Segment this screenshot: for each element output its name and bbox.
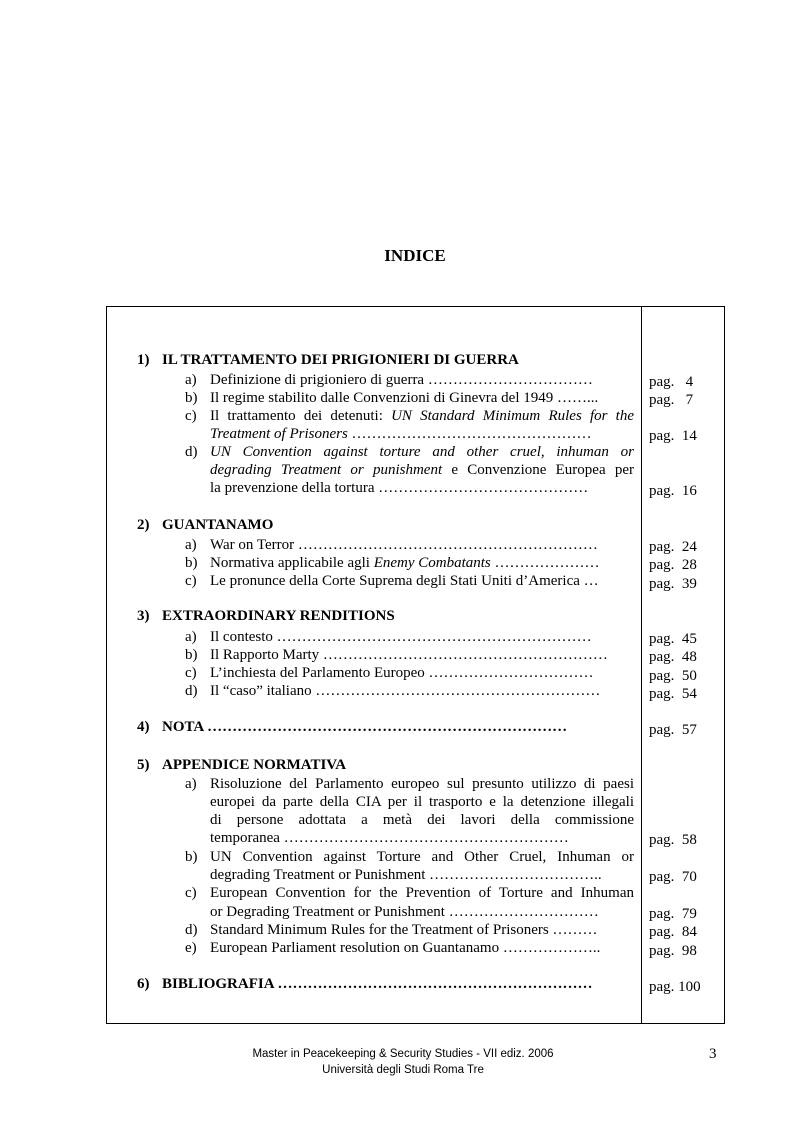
footer-line: Master in Peacekeeping & Security Studies - VII ediz. 2006 xyxy=(252,1048,554,1060)
page-number: 3 xyxy=(709,1046,717,1062)
page-ref: pag. 57 xyxy=(649,722,697,738)
toc-entry[interactable]: Il contesto ……………………………………………………… xyxy=(210,629,592,645)
page-ref: pag. 14 xyxy=(649,428,697,444)
item-letter: b) xyxy=(185,647,198,663)
item-letter: a) xyxy=(185,776,197,792)
toc-entry-continuation[interactable]: degrading Treatment or Punishment …………………………….. xyxy=(210,867,602,883)
item-letter: a) xyxy=(185,629,197,645)
toc-entry-continuation[interactable]: or Degrading Treatment or Punishment ………………………… xyxy=(210,904,599,920)
page-ref: pag. 84 xyxy=(649,924,697,940)
item-letter: b) xyxy=(185,390,198,406)
entry-text-italic: Enemy Combatants xyxy=(373,555,491,571)
toc-entry[interactable]: Standard Minimum Rules for the Treatment of Prisoners ……… xyxy=(210,922,598,938)
item-letter: a) xyxy=(185,372,197,388)
toc-entry[interactable]: Definizione di prigioniero di guerra …………………………… xyxy=(210,372,593,388)
page-ref: pag. 16 xyxy=(649,483,697,499)
toc-entry[interactable]: L’inchiesta del Parlamento Europeo …………………………… xyxy=(210,665,594,681)
entry-text-italic: Treatment of Prisoners xyxy=(210,426,348,442)
page-ref: pag. 100 xyxy=(649,979,701,995)
section-number: 3) xyxy=(137,608,150,624)
section-number: 2) xyxy=(137,517,150,533)
entry-text-italic: degrading Treatment or punishment xyxy=(210,462,443,478)
section-number: 4) xyxy=(137,719,150,735)
item-letter: c) xyxy=(185,885,197,901)
toc-entry-continuation[interactable] xyxy=(210,425,634,443)
entry-text: Il trattamento dei detenuti: xyxy=(210,408,392,424)
section-number: 5) xyxy=(137,757,150,773)
page-ref: pag. 54 xyxy=(649,686,697,702)
page-ref: pag. 98 xyxy=(649,943,697,959)
toc-entry-continuation[interactable]: temporanea ………………………………………………… xyxy=(210,830,569,846)
toc-entry-continuation[interactable]: europei da parte della CIA per il trasporto e la detenzione illegali xyxy=(210,794,634,810)
page-ref: pag. 39 xyxy=(649,576,697,592)
item-letter: c) xyxy=(185,408,197,424)
section-title: IL TRATTAMENTO DEI PRIGIONIERI DI GUERRA xyxy=(162,352,519,368)
toc-entry[interactable]: Risoluzione del Parlamento europeo sul presunto utilizzo di paesi xyxy=(210,776,634,792)
entry-text: e Convenzione Europea per xyxy=(442,462,634,478)
section-title: APPENDICE NORMATIVA xyxy=(162,757,347,773)
section-number: 1) xyxy=(137,352,150,368)
entry-text: ………………… xyxy=(490,555,600,571)
item-letter: b) xyxy=(185,849,198,865)
page-ref: pag. 58 xyxy=(649,832,697,848)
column-divider xyxy=(641,306,642,1024)
toc-entry[interactable] xyxy=(210,443,634,461)
toc-entry[interactable]: War on Terror …………………………………………………… xyxy=(210,537,598,553)
page-title: INDICE xyxy=(384,246,446,265)
page-ref: pag. 50 xyxy=(649,668,697,684)
page-footer xyxy=(0,1046,793,1078)
toc-entry-continuation[interactable] xyxy=(210,461,634,479)
entry-text-italic: UN Convention against torture and other cruel, inhuman or xyxy=(210,444,634,460)
page-ref: pag. 45 xyxy=(649,631,697,647)
item-letter: d) xyxy=(185,683,198,699)
toc-entry[interactable] xyxy=(210,554,634,572)
item-letter: c) xyxy=(185,573,197,589)
entry-text-italic: UN Standard Minimum Rules for the xyxy=(391,408,635,424)
item-letter: a) xyxy=(185,537,197,553)
section-title[interactable]: NOTA ……………………………………………………………… xyxy=(162,719,568,735)
page-ref: pag. 79 xyxy=(649,906,697,922)
toc-entry-continuation[interactable]: di persone adottata a metà dei lavori della commissione xyxy=(210,812,634,828)
toc-entry[interactable]: UN Convention against Torture and Other Cruel, Inhuman or xyxy=(210,849,634,865)
toc-entry[interactable]: Il “caso” italiano ………………………………………………… xyxy=(210,683,601,699)
section-title: GUANTANAMO xyxy=(162,517,274,533)
toc-entry[interactable]: Le pronunce della Corte Suprema degli Stati Uniti d’America … xyxy=(210,573,599,589)
section-number: 6) xyxy=(137,976,150,992)
page-ref: pag. 28 xyxy=(649,557,697,573)
item-letter: e) xyxy=(185,940,197,956)
toc-entry[interactable]: Il Rapporto Marty ………………………………………………… xyxy=(210,647,608,663)
toc-entry[interactable]: European Parliament resolution on Guantanamo ……………….. xyxy=(210,940,601,956)
section-title[interactable]: BIBLIOGRAFIA ……………………………………………………… xyxy=(162,976,593,992)
footer-line: Università degli Studi Roma Tre xyxy=(322,1064,484,1076)
section-title: EXTRAORDINARY RENDITIONS xyxy=(162,608,395,624)
toc-entry[interactable]: European Convention for the Prevention of Torture and Inhuman xyxy=(210,885,634,901)
entry-text: Normativa applicabile agli xyxy=(210,555,374,571)
page-ref: pag. 7 xyxy=(649,392,694,408)
item-letter: d) xyxy=(185,922,198,938)
toc-entry[interactable] xyxy=(210,407,634,425)
page-ref: pag. 4 xyxy=(649,374,694,390)
page-ref: pag. 24 xyxy=(649,539,697,555)
toc-entry[interactable]: Il regime stabilito dalle Convenzioni di Ginevra del 1949 ……... xyxy=(210,390,599,406)
page-ref: pag. 70 xyxy=(649,869,697,885)
item-letter: c) xyxy=(185,665,197,681)
toc-entry-continuation[interactable]: la prevenzione della tortura …………………………………… xyxy=(210,480,589,496)
entry-text: ………………………………………… xyxy=(347,426,592,442)
item-letter: b) xyxy=(185,555,198,571)
item-letter: d) xyxy=(185,444,198,460)
page-ref: pag. 48 xyxy=(649,649,697,665)
